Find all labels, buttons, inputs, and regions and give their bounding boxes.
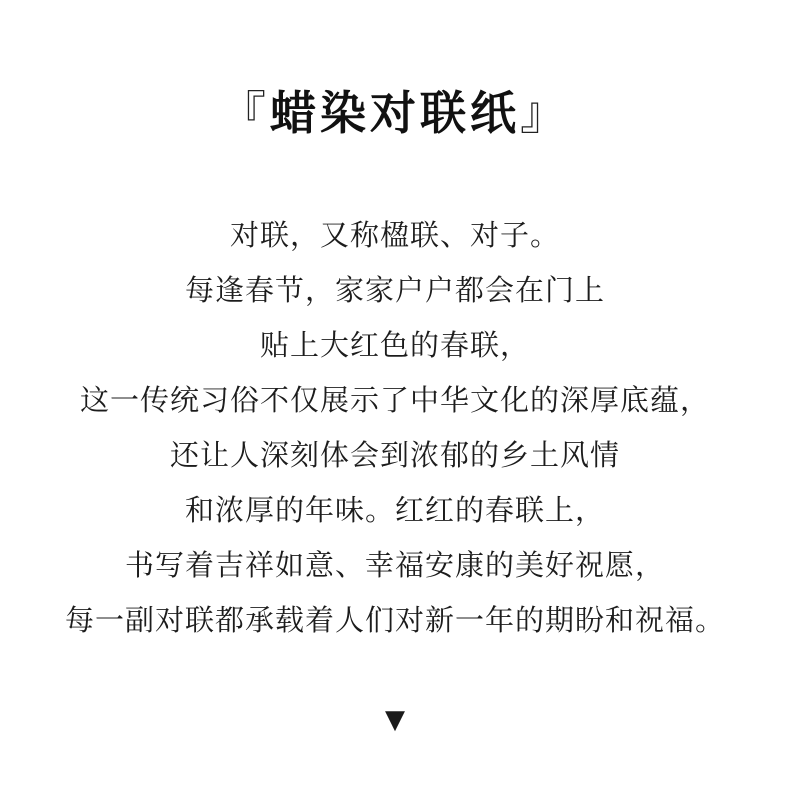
paragraph-line: 还让人深刻体会到浓郁的乡土风情: [169, 438, 620, 472]
paragraph-line: 每一副对联都承载着人们对新一年的期盼和祝福。: [64, 603, 725, 637]
paragraph-line: 贴上大红色的春联，: [259, 328, 530, 362]
paragraph-line: 书写着吉祥如意、幸福安康的美好祝愿，: [124, 548, 665, 582]
paragraph-line: 和浓厚的年味。红红的春联上，: [184, 493, 605, 527]
paragraph-line: 每逢春节，家家户户都会在门上: [184, 273, 605, 307]
title-text: 蜡染对联纸: [270, 86, 520, 140]
down-triangle-icon: ▼: [385, 705, 405, 735]
description-paragraph: [0, 208, 790, 648]
title-open-bracket: 『: [220, 86, 270, 140]
page-title: [0, 78, 790, 148]
paragraph-line: 这一传统习俗不仅展示了中华文化的深厚底蕴，: [79, 383, 710, 417]
title-close-bracket: 』: [520, 86, 570, 140]
paragraph-line: 对联，又称楹联、对子。: [229, 218, 560, 252]
